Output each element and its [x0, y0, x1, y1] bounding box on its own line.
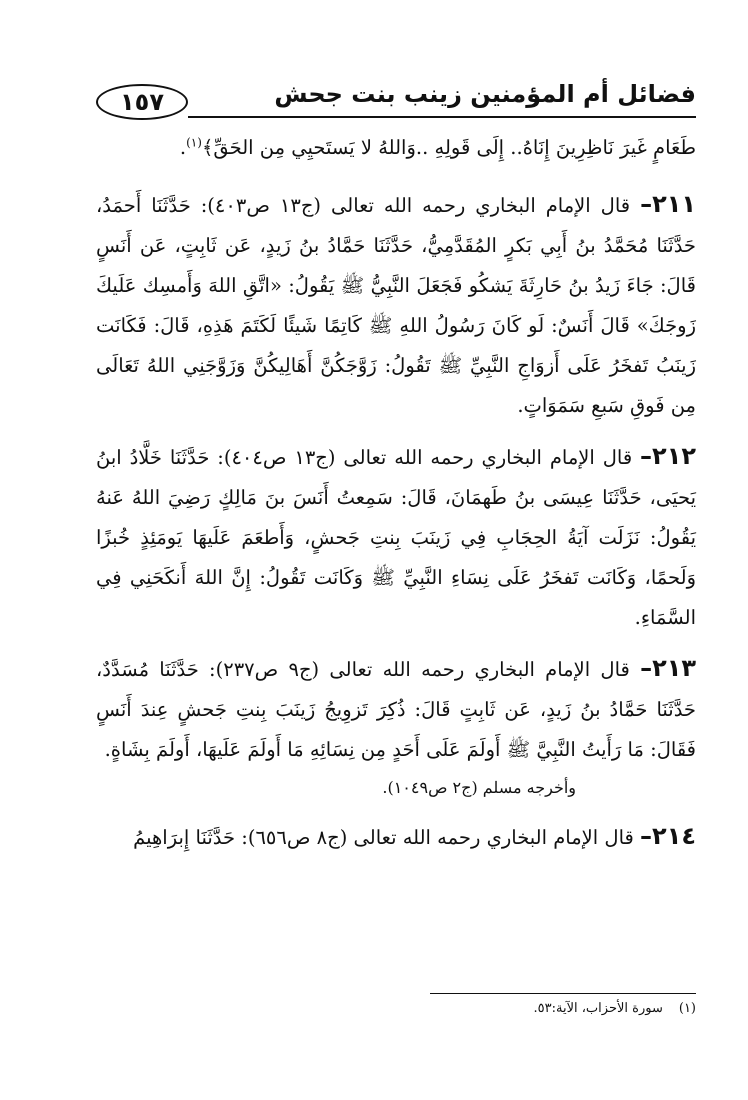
page-header [96, 78, 696, 124]
hadith-213 [96, 648, 696, 770]
hadith-number: ٢١٢– [640, 442, 696, 470]
page-body [96, 128, 696, 858]
hadith-212 [96, 436, 696, 638]
continuation-paragraph [96, 128, 696, 168]
continuation-end: . [179, 136, 187, 159]
footnote-marker: (١) [678, 1001, 696, 1016]
hadith-number: ٢١٤– [640, 822, 696, 850]
hadith-text: قال الإمام البخاري رحمه الله تعالى (ج١٣ ص٤٠٣): حَدَّثَنَا أَحمَدُ، حَدَّثَنَا مُحَمَّدُ بنُ أَبِي بَكرٍ المُقَدَّمِيُّ، حَدَّثَنَا حَمَّادُ بنُ زَيدٍ، عَن ثَابِتٍ، عَن أَنَسٍ قَالَ: جَاءَ زَيدُ بنُ حَارِثَةَ يَشكُو فَجَعَلَ النَّبِيُّ ﷺ يَقُولُ: «اتَّقِ اللهَ وَأَمسِك عَلَيكَ زَوجَكَ» قَالَ أَنَسٌ: لَو كَانَ رَسُولُ اللهِ ﷺ كَاتِمًا شَيئًا لَكَتَمَ هَذِهِ، قَالَ: فَكَانَت زَينَبُ تَفخَرُ عَلَى أَزوَاجِ النَّبِيِّ ﷺ تَقُولُ: زَوَّجَكُنَّ أَهَالِيكُنَّ وَزَوَّجَنِي اللهُ تَعَالَى مِن فَوقِ سَبعِ سَمَوَاتٍ. [96, 194, 696, 417]
hadith-214 [96, 816, 696, 858]
hadith-text: قال الإمام البخاري رحمه الله تعالى (ج٨ ص٦٥٦): حَدَّثَنَا إِبرَاهِيمُ [133, 826, 641, 849]
header-rule [188, 116, 696, 118]
footnote-ref: (١) [186, 135, 202, 150]
takhrij-note: وأخرجه مسلم (ج٢ ص١٠٤٩). [382, 778, 576, 797]
hadith-number: ٢١٣– [640, 654, 697, 682]
running-title: فضائل أم المؤمنين زينب بنت جحش [274, 80, 696, 108]
footnote-rule [430, 993, 696, 994]
continuation-text: طَعَامٍ غَيرَ نَاظِرِينَ إِنَاهُ.. إِلَى قَولِهِ ..وَاللهُ لا يَستَحيِي مِن الحَقِّ﴾ [201, 136, 696, 159]
hadith-text: قال الإمام البخاري رحمه الله تعالى (ج١٣ ص٤٠٤): حَدَّثَنَا خَلَّادُ ابنُ يَحيَى، حَدَّثَنَا عِيسَى بنُ طَهمَانَ، قَالَ: سَمِعتُ أَنَسَ بنَ مَالِكٍ رَضِيَ اللهُ عَنهُ يَقُولُ: نَزَلَت آيَةُ الحِجَابِ فِي زَينَبَ بِنتِ جَحشٍ، وَأَطعَمَ عَلَيهَا يَومَئِذٍ خُبزًا وَلَحمًا، وَكَانَت تَفخَرُ عَلَى نِسَاءِ النَّبِيِّ ﷺ وَكَانَت تَقُولُ: إِنَّ اللهَ أَنكَحَنِي فِي السَّمَاءِ. [96, 446, 696, 629]
footnote-text: سورة الأحزاب، الآية:٥٣. [533, 1001, 663, 1016]
hadith-211 [96, 184, 696, 426]
hadith-number: ٢١١– [640, 190, 697, 218]
page-number-badge: ١٥٧ [96, 84, 188, 120]
hadith-text: قال الإمام البخاري رحمه الله تعالى (ج٩ ص٢٣٧): حَدَّثَنَا مُسَدَّدٌ، حَدَّثَنَا حَمَّادُ بنُ زَيدٍ، عَن ثَابِتٍ قَالَ: ذُكِرَ تَزوِيجُ زَينَبَ بِنتِ جَحشٍ عِندَ أَنَسٍ فَقَالَ: مَا رَأَيتُ النَّبِيَّ ﷺ أَولَمَ عَلَى أَحَدٍ مِن نِسَائِهِ مَا أَولَمَ عَلَيهَا، أَولَمَ بِشَاةٍ. [96, 658, 696, 761]
footnote-1 [96, 998, 696, 1020]
